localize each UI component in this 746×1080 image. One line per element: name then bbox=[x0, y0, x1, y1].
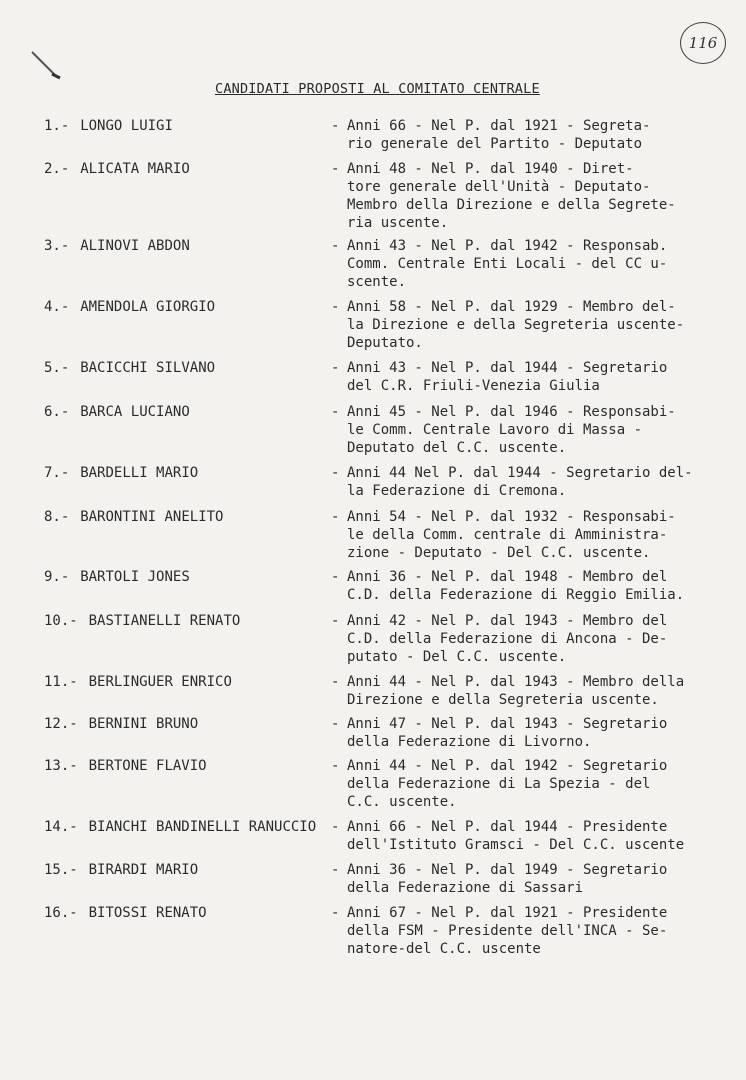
candidate-name: ALINOVI ABDON bbox=[80, 238, 190, 254]
description-line: Anni 48 - Nel P. dal 1940 - Diret- bbox=[347, 161, 634, 177]
separator-dash: - bbox=[331, 509, 340, 525]
description-line: Direzione e della Segreteria uscente. bbox=[347, 692, 659, 708]
description-line: zione - Deputato - Del C.C. uscente. bbox=[347, 545, 651, 561]
candidate-number: 9.- bbox=[44, 569, 70, 585]
candidate-description bbox=[347, 508, 717, 562]
description-line: dell'Istituto Gramsci - Del C.C. uscente bbox=[347, 837, 685, 853]
description-line: rio generale del Partito - Deputato bbox=[347, 136, 643, 152]
candidate-description bbox=[347, 403, 717, 457]
candidate-description bbox=[347, 117, 717, 153]
description-line: Anni 36 - Nel P. dal 1948 - Membro del bbox=[347, 569, 668, 585]
candidate-name: BIRARDI MARIO bbox=[88, 862, 199, 878]
description-line: C.D. della Federazione di Ancona - De- bbox=[347, 631, 668, 647]
description-line: tore generale dell'Unità - Deputato- bbox=[347, 179, 651, 195]
candidate-name: BARTOLI JONES bbox=[80, 569, 190, 585]
candidate-number: 13.- bbox=[44, 758, 78, 774]
candidate-description bbox=[347, 237, 717, 291]
separator-dash: - bbox=[331, 404, 340, 420]
candidate-description bbox=[347, 904, 717, 958]
candidate-number: 3.- bbox=[44, 238, 70, 254]
candidate-name: BASTIANELLI RENATO bbox=[88, 613, 241, 629]
candidate-description bbox=[347, 359, 717, 395]
candidate-name: AMENDOLA GIORGIO bbox=[80, 299, 216, 315]
candidate-name: BERLINGUER ENRICO bbox=[88, 674, 232, 690]
page-number: 116 bbox=[688, 34, 718, 52]
description-line: Anni 47 - Nel P. dal 1943 - Segretario bbox=[347, 716, 668, 732]
separator-dash: - bbox=[331, 569, 340, 585]
document-title: CANDIDATI PROPOSTI AL COMITATO CENTRALE bbox=[215, 81, 540, 97]
candidate-name: BITOSSI RENATO bbox=[88, 905, 207, 921]
separator-dash: - bbox=[331, 716, 340, 732]
candidate-number: 15.- bbox=[44, 862, 78, 878]
description-line: Anni 36 - Nel P. dal 1949 - Segretario bbox=[347, 862, 668, 878]
separator-dash: - bbox=[331, 118, 340, 134]
candidate-number: 6.- bbox=[44, 404, 70, 420]
separator-dash: - bbox=[331, 674, 340, 690]
description-line: Anni 44 Nel P. dal 1944 - Segretario del- bbox=[347, 465, 693, 481]
description-line: scente. bbox=[347, 274, 407, 290]
description-line: Membro della Direzione e della Segrete- bbox=[347, 197, 676, 213]
description-line: del C.R. Friuli-Venezia Giulia bbox=[347, 378, 600, 394]
description-line: della Federazione di Livorno. bbox=[347, 734, 592, 750]
candidate-name: BACICCHI SILVANO bbox=[80, 360, 216, 376]
candidate-number: 12.- bbox=[44, 716, 78, 732]
candidate-number: 7.- bbox=[44, 465, 70, 481]
candidate-description bbox=[347, 568, 717, 604]
description-line: Anni 66 - Nel P. dal 1944 - Presidente bbox=[347, 819, 668, 835]
description-line: Anni 58 - Nel P. dal 1929 - Membro del- bbox=[347, 299, 676, 315]
candidate-number: 14.- bbox=[44, 819, 78, 835]
candidate-name: ALICATA MARIO bbox=[80, 161, 190, 177]
description-line: Anni 42 - Nel P. dal 1943 - Membro del bbox=[347, 613, 668, 629]
separator-dash: - bbox=[331, 862, 340, 878]
description-line: Anni 54 - Nel P. dal 1932 - Responsabi- bbox=[347, 509, 676, 525]
description-line: Anni 44 - Nel P. dal 1942 - Segretario bbox=[347, 758, 668, 774]
candidate-description bbox=[347, 160, 717, 232]
candidate-description bbox=[347, 818, 717, 854]
description-line: Anni 67 - Nel P. dal 1921 - Presidente bbox=[347, 905, 668, 921]
description-line: della Federazione di Sassari bbox=[347, 880, 584, 896]
candidate-description bbox=[347, 715, 717, 751]
description-line: della Federazione di La Spezia - del bbox=[347, 776, 651, 792]
separator-dash: - bbox=[331, 758, 340, 774]
candidate-description bbox=[347, 464, 717, 500]
candidate-number: 4.- bbox=[44, 299, 70, 315]
staple-mark-icon bbox=[30, 48, 64, 82]
description-line: la Direzione e della Segreteria uscente- bbox=[347, 317, 685, 333]
candidate-number: 11.- bbox=[44, 674, 78, 690]
candidate-number: 2.- bbox=[44, 161, 70, 177]
description-line: Anni 43 - Nel P. dal 1944 - Segretario bbox=[347, 360, 668, 376]
candidate-description bbox=[347, 757, 717, 811]
candidate-number: 1.- bbox=[44, 118, 70, 134]
candidate-name: BIANCHI BANDINELLI RANUCCIO bbox=[88, 819, 317, 835]
separator-dash: - bbox=[331, 819, 340, 835]
description-line: Anni 45 - Nel P. dal 1946 - Responsabi- bbox=[347, 404, 676, 420]
page-number-circle bbox=[680, 22, 726, 64]
description-line: Anni 66 - Nel P. dal 1921 - Segreta- bbox=[347, 118, 651, 134]
candidate-number: 5.- bbox=[44, 360, 70, 376]
description-line: ria uscente. bbox=[347, 215, 449, 231]
separator-dash: - bbox=[331, 905, 340, 921]
candidate-name: LONGO LUIGI bbox=[80, 118, 173, 134]
separator-dash: - bbox=[331, 613, 340, 629]
candidate-number: 10.- bbox=[44, 613, 78, 629]
description-line: la Federazione di Cremona. bbox=[347, 483, 567, 499]
candidate-name: BERNINI BRUNO bbox=[88, 716, 199, 732]
separator-dash: - bbox=[331, 238, 340, 254]
description-line: le Comm. Centrale Lavoro di Massa - bbox=[347, 422, 643, 438]
candidate-name: BARONTINI ANELITO bbox=[80, 509, 224, 525]
description-line: C.D. della Federazione di Reggio Emilia. bbox=[347, 587, 685, 603]
candidate-description bbox=[347, 673, 717, 709]
description-line: le della Comm. centrale di Amministra- bbox=[347, 527, 668, 543]
description-line: Comm. Centrale Enti Locali - del CC u- bbox=[347, 256, 668, 272]
description-line: della FSM - Presidente dell'INCA - Se- bbox=[347, 923, 668, 939]
separator-dash: - bbox=[331, 161, 340, 177]
candidate-description bbox=[347, 612, 717, 666]
description-line: putato - Del C.C. uscente. bbox=[347, 649, 567, 665]
description-line: Deputato. bbox=[347, 335, 423, 351]
description-line: natore-del C.C. uscente bbox=[347, 941, 541, 957]
description-line: Anni 44 - Nel P. dal 1943 - Membro della bbox=[347, 674, 685, 690]
description-line: C.C. uscente. bbox=[347, 794, 457, 810]
candidate-number: 8.- bbox=[44, 509, 70, 525]
candidate-description bbox=[347, 298, 717, 352]
candidate-description bbox=[347, 861, 717, 897]
separator-dash: - bbox=[331, 299, 340, 315]
description-line: Deputato del C.C. uscente. bbox=[347, 440, 567, 456]
description-line: Anni 43 - Nel P. dal 1942 - Responsab. bbox=[347, 238, 668, 254]
separator-dash: - bbox=[331, 465, 340, 481]
candidate-name: BARDELLI MARIO bbox=[80, 465, 199, 481]
candidate-name: BARCA LUCIANO bbox=[80, 404, 190, 420]
candidate-name: BERTONE FLAVIO bbox=[88, 758, 207, 774]
candidate-number: 16.- bbox=[44, 905, 78, 921]
separator-dash: - bbox=[331, 360, 340, 376]
